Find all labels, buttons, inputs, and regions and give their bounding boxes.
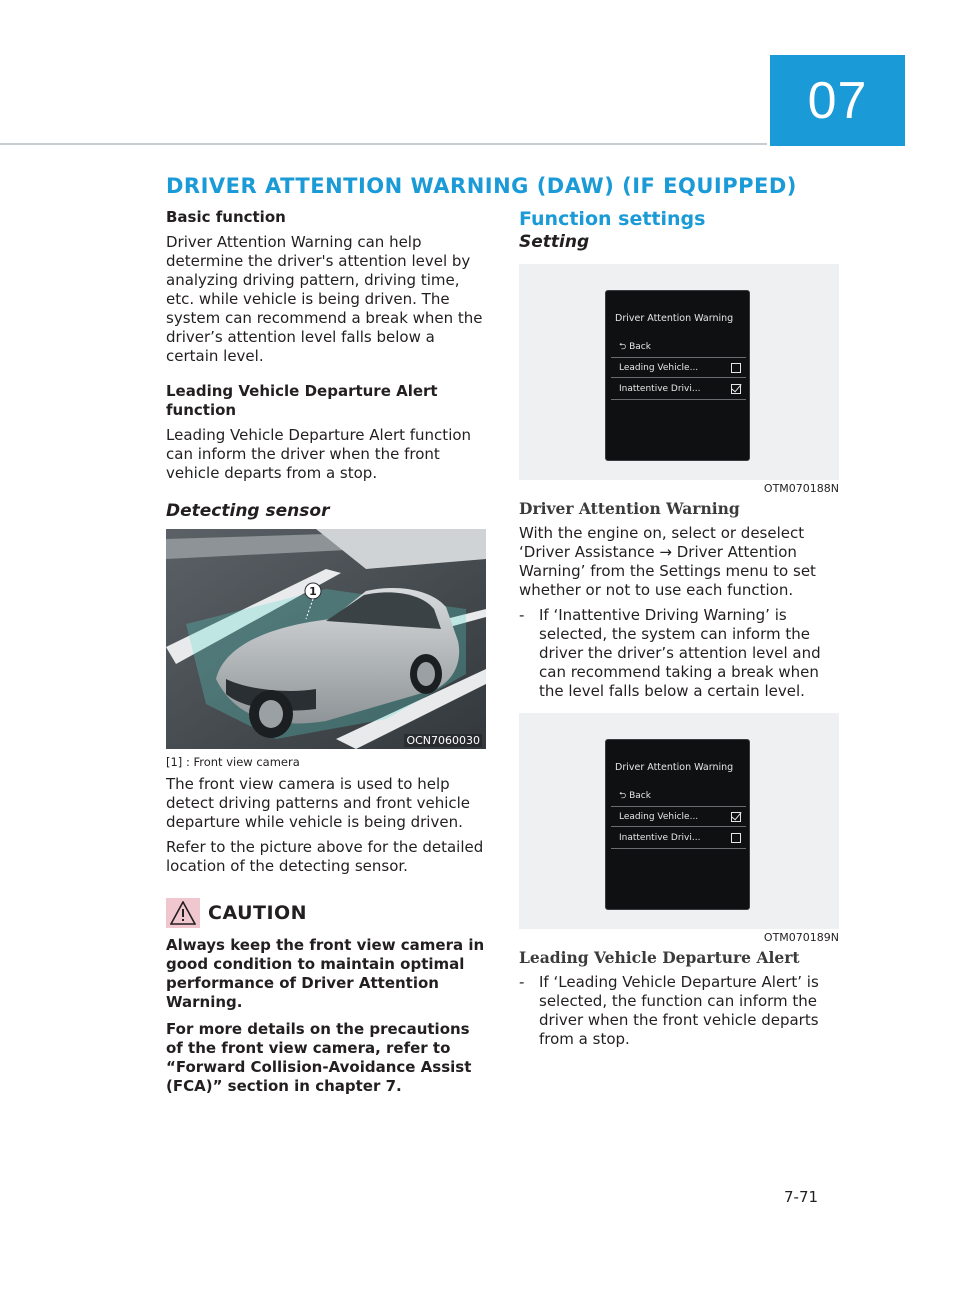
caution-header xyxy=(166,898,486,928)
lvda-function-text: Leading Vehicle Departure Alert function can inform the driver when the front vehicle departs from a stop. xyxy=(166,426,472,482)
settings-screen-2 xyxy=(519,713,839,929)
setting-subheading: Setting xyxy=(519,232,590,252)
basic-function-text: Driver Attention Warning can help determine the driver's attention level by analyzing driving pattern, driving time, etc. while vehicle is being driven. The system can recommend a break when the driver’s attention level falls below a certain level. xyxy=(166,233,483,365)
photo-callout-label: 1 xyxy=(309,585,317,598)
front-camera-photo xyxy=(166,529,486,749)
car-illustration xyxy=(166,529,486,749)
lvda-function-heading: Leading Vehicle Departure Alert function xyxy=(166,382,438,419)
settings-screen-1 xyxy=(519,264,839,480)
chapter-number: 07 xyxy=(807,71,868,130)
section-title: DRIVER ATTENTION WARNING (DAW) (IF EQUIPPED) xyxy=(166,174,797,198)
figure-code-2: OTM070189N xyxy=(763,931,839,944)
cluster-display xyxy=(605,290,750,461)
daw-bullet: - If ‘Inattentive Driving Warning’ is selected, the system can inform the driver the driver’s attention level and can recommend taking a break when the level falls below a certain level. xyxy=(519,606,821,700)
inattentive-driving-item[interactable]: Inattentive Drivi... xyxy=(611,379,746,400)
daw-heading: Driver Attention Warning xyxy=(519,499,740,518)
checkbox-icon[interactable] xyxy=(731,363,741,373)
right-column xyxy=(519,208,839,1049)
caution-title: CAUTION xyxy=(208,902,308,924)
lvda-bullet: - If ‘Leading Vehicle Departure Alert’ is selected, the function can inform the driver when the front vehicle departs from a stop. xyxy=(519,973,819,1048)
photo-caption: [1] : Front view camera xyxy=(166,755,300,769)
leading-vehicle-item[interactable]: Leading Vehicle... xyxy=(611,806,746,827)
screen-title: Driver Attention Warning xyxy=(615,762,734,773)
detecting-sensor-heading: Detecting sensor xyxy=(166,501,330,521)
chapter-tab xyxy=(770,55,905,146)
checkbox-checked-icon[interactable] xyxy=(731,812,741,822)
sensor-text-2: Refer to the picture above for the detailed location of the detecting sensor. xyxy=(166,838,484,875)
caution-text-2: For more details on the precautions of the front view camera, refer to “Forward Collision-Avoidance Assist (FCA)” section in chapter 7. xyxy=(166,1020,472,1095)
cluster-display xyxy=(605,739,750,910)
caution-text-1: Always keep the front view camera in good condition to maintain optimal performance of Driver Attention Warning. xyxy=(166,936,485,1011)
sensor-text-1: The front view camera is used to help detect driving patterns and front vehicle departure while vehicle is being driven. xyxy=(166,775,471,831)
lvda-heading: Leading Vehicle Departure Alert xyxy=(519,948,800,967)
inattentive-driving-item[interactable]: Inattentive Drivi... xyxy=(611,828,746,849)
leading-vehicle-item[interactable]: Leading Vehicle... xyxy=(611,357,746,378)
screen-title: Driver Attention Warning xyxy=(615,313,734,324)
function-settings-heading: Function settings xyxy=(519,208,706,230)
left-column xyxy=(166,208,486,1096)
back-item[interactable]: ⮌ Back xyxy=(619,342,651,352)
page-number: 7-71 xyxy=(784,1188,819,1206)
back-item[interactable]: ⮌ Back xyxy=(619,791,651,801)
figure-code-1: OTM070188N xyxy=(763,482,839,495)
checkbox-checked-icon[interactable] xyxy=(731,384,741,394)
warning-triangle-icon xyxy=(166,898,200,928)
photo-code: OCN7060030 xyxy=(406,734,480,747)
checkbox-icon[interactable] xyxy=(731,833,741,843)
daw-text: With the engine on, select or deselect ‘Driver Assistance → Driver Attention Warning’ from the Settings menu to set whether or not to use each function. xyxy=(519,524,816,599)
basic-function-heading: Basic function xyxy=(166,208,286,226)
header-rule xyxy=(0,143,767,145)
